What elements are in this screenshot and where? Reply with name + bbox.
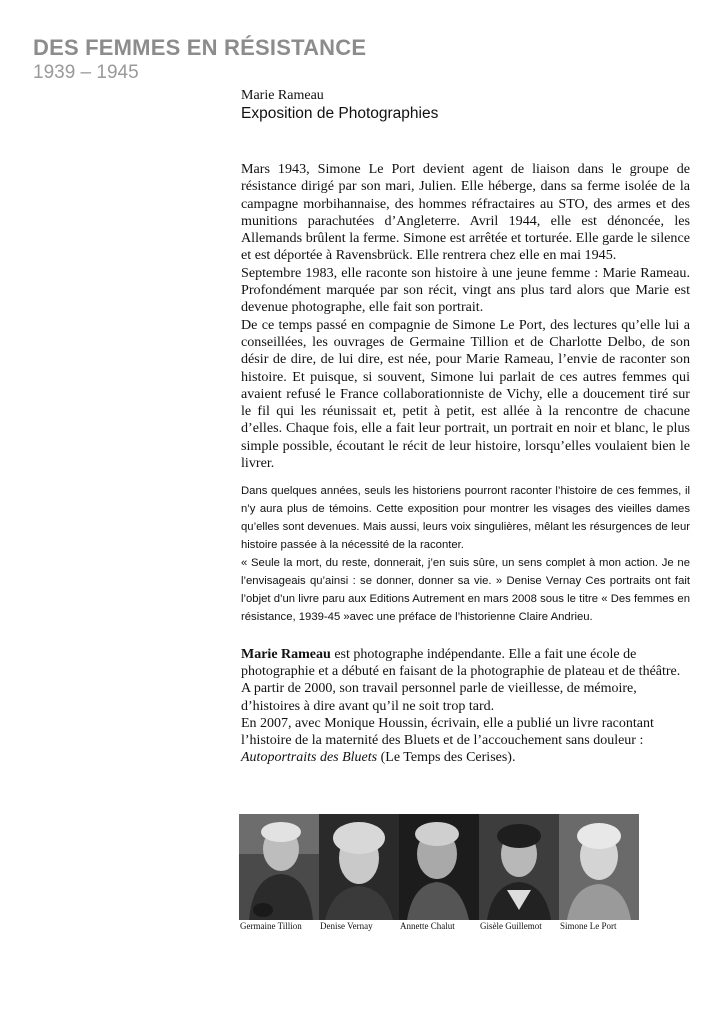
portrait-strip	[239, 814, 639, 920]
bio-text: (Le Temps des Cerises).	[377, 750, 516, 766]
bio-paragraph	[241, 715, 690, 767]
exhibition-paragraph: « Seule la mort, du reste, donnerait, j’en suis sûre, un sens complet à mon action. Je ne l’envisageais qu’ainsi : se donner, donner sa vie. » Denise Vernay Ces portraits ont fait l’objet d’un livre paru aux Editions Autrement en mars 2008 sous le titre « Des femmes en résistance, 1939-45 »avec une préface de l’historienne Claire Andrieu.	[241, 557, 690, 623]
book-title: Autoportraits des Bluets	[241, 750, 378, 766]
intro-paragraph: Mars 1943, Simone Le Port devient agent de liaison dans le groupe de résistance dirigé par son mari, Julien. Elle héberge, dans sa ferme isolée de la campagne morbihannaise, des hommes réfractaires au STO, des armes et des munitions parachutées d’Angleterre. Avril 1944, elle est dénoncée, les Allemands brûlent la ferme. Simone est arrêtée et torturée. Elle garde le silence et est déportée à Ravensbrück. Elle rentrera chez elle en mai 1945.	[241, 161, 690, 264]
portrait-caption: Denise Vernay	[320, 921, 373, 931]
bio-text: est photographe indépendante. Elle a fait une école de photographie et a débuté en faisant de la photographie de plateau et de théâtre. A partir de 2000, son travail personnel parle de vieillesse, de mémoire, d’histoires à dire avant qu’il ne soit trop tard.	[241, 647, 681, 714]
portrait-caption: Annette Chalut	[400, 921, 455, 931]
portrait-photo	[559, 814, 639, 920]
author-name: Marie Rameau	[241, 88, 324, 103]
portrait-photo	[239, 814, 319, 920]
page-title: DES FEMMES EN RÉSISTANCE	[33, 35, 367, 60]
exhibition-paragraph: Dans quelques années, seuls les historiens pourront raconter l’histoire de ces femmes, il n’y aura plus de témoins. Cette exposition pour montrer les visages des vieilles dames qu’elles sont devenues. Mais aussi, leurs voix singulières, mêlant les résurgences de leur histoire passée à la nécessité de la raconter.	[241, 485, 690, 551]
photographer-bio	[241, 646, 690, 766]
portrait-caption: Gisèle Guillemot	[480, 921, 542, 931]
portrait-photo	[479, 814, 559, 920]
exhibition-text	[241, 482, 690, 626]
date-range: 1939 – 1945	[33, 62, 139, 83]
intro-paragraph: Septembre 1983, elle raconte son histoire à une jeune femme : Marie Rameau. Profondément marquée par son récit, vingt ans plus tard alors que Marie est devenue photographe, elle fait son portrait.	[241, 264, 690, 316]
portrait-photo	[319, 814, 399, 920]
bio-text: En 2007, avec Monique Houssin, écrivain, elle a publié un livre racontant l’histoire de la maternité des Bluets et de l’accouchement sans douleur :	[241, 715, 654, 749]
portrait-caption: Simone Le Port	[560, 921, 617, 931]
bio-paragraph	[241, 646, 690, 715]
intro-text	[241, 161, 690, 472]
portrait-photo	[399, 814, 479, 920]
exhibition-subtitle: Exposition de Photographies	[241, 105, 439, 122]
bio-name: Marie Rameau	[241, 647, 331, 662]
portrait-caption: Germaine Tillion	[240, 921, 302, 931]
intro-paragraph: De ce temps passé en compagnie de Simone Le Port, des lectures qu’elle lui a conseillées, les ouvrages de Germaine Tillion et de Charlotte Delbo, de son désir de dire, de lui dire, est née, pour Marie Rameau, l’envie de raconter son histoire. Et puisque, si souvent, Simone lui parlait de ces autres femmes qui avaient refusé le France collaborationniste de Vichy, elle a doucement tiré sur le fil qui les réunissait et, petit à petit, est allée à la rencontre de chacune d’elles. Chaque fois, elle a fait leur portrait, un portrait en noir et blanc, le plus simple possible, écoutant le récit de leur histoire, lorsqu’elles voulaient bien le livrer.	[241, 316, 690, 472]
